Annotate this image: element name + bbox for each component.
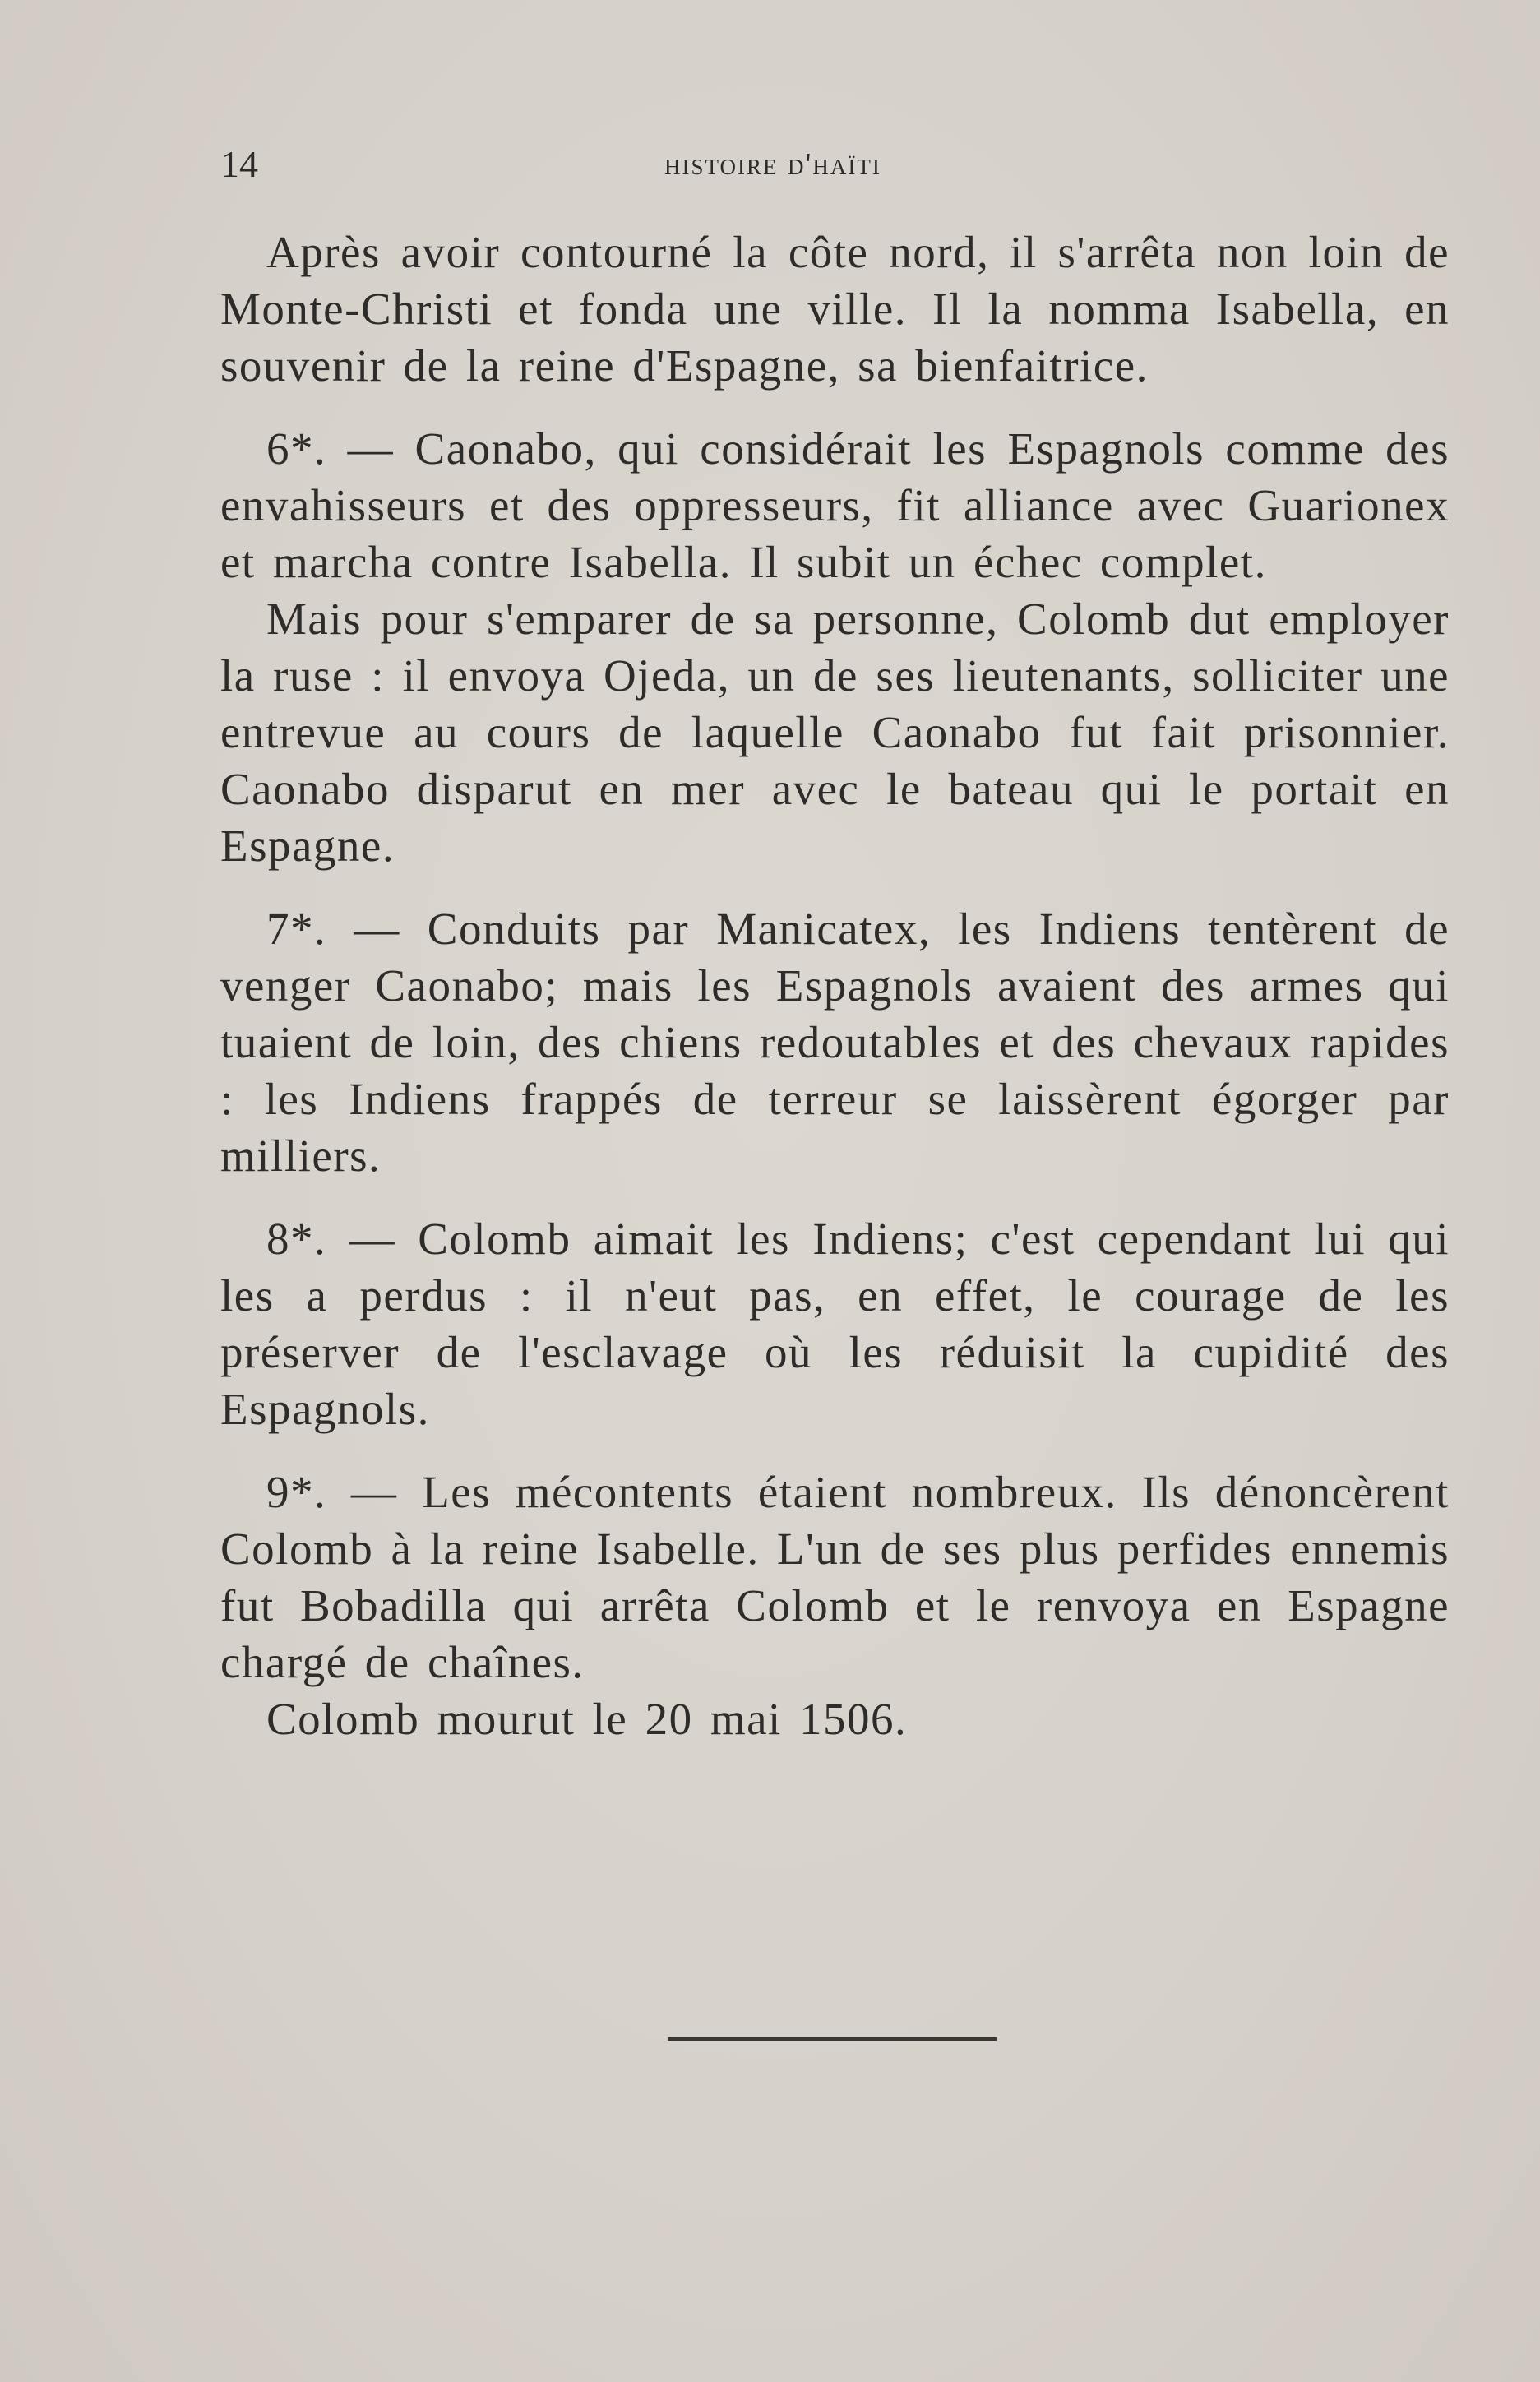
paragraph-9: 9*. — Les mécontents étaient nombreux. Ils dénoncèrent Colomb à la reine Isabelle. L'un de ses plus perfides ennemis fut Bobadilla qui arrêta Colomb et le renvoya en Espagne chargé de chaînes. — [220, 1467, 1450, 1687]
page-header — [220, 140, 1450, 189]
paragraph-6: 6*. — Caonabo, qui considérait les Espagnols comme des envahisseurs et des oppresseurs, fit alliance avec Guarionex et marcha contre Isabella. Il subit un échec complet. — [220, 423, 1450, 587]
paragraph-8: 8*. — Colomb aimait les Indiens; c'est cependant lui qui les a perdus : il n'eut pas, en effet, le courage de les préserver de l'esclavage où les réduisit la cupidité des Espagnols. — [220, 1214, 1450, 1434]
page-number: 14 — [220, 143, 258, 185]
paragraph-7: 7*. — Conduits par Manicatex, les Indiens tentèrent de venger Caonabo; mais les Espagnols avaient des armes qui tuaient de loin, des chiens redoutables et des chevaux rapides : les Indiens frappés de terreur se laissèrent égorger par milliers. — [220, 904, 1450, 1181]
body-text — [220, 224, 1450, 1747]
paragraph-9-continued: Colomb mourut le 20 mai 1506. — [266, 1694, 908, 1744]
section-divider-rule — [668, 2037, 997, 2041]
running-title: histoire d'haïti — [664, 147, 881, 182]
paragraph-6-continued: Mais pour s'emparer de sa personne, Colomb dut employer la ruse : il envoya Ojeda, un de ses lieutenants, solliciter une entrevue au cours de laquelle Caonabo fut fait prisonnier. Caonabo disparut en mer avec le bateau qui le portait en Espagne. — [220, 594, 1450, 871]
paragraph-intro: Après avoir contourné la côte nord, il s'arrêta non loin de Monte-Christi et fonda une ville. Il la nomma Isabella, en souvenir de la reine d'Espagne, sa bienfaitrice. — [220, 227, 1450, 391]
